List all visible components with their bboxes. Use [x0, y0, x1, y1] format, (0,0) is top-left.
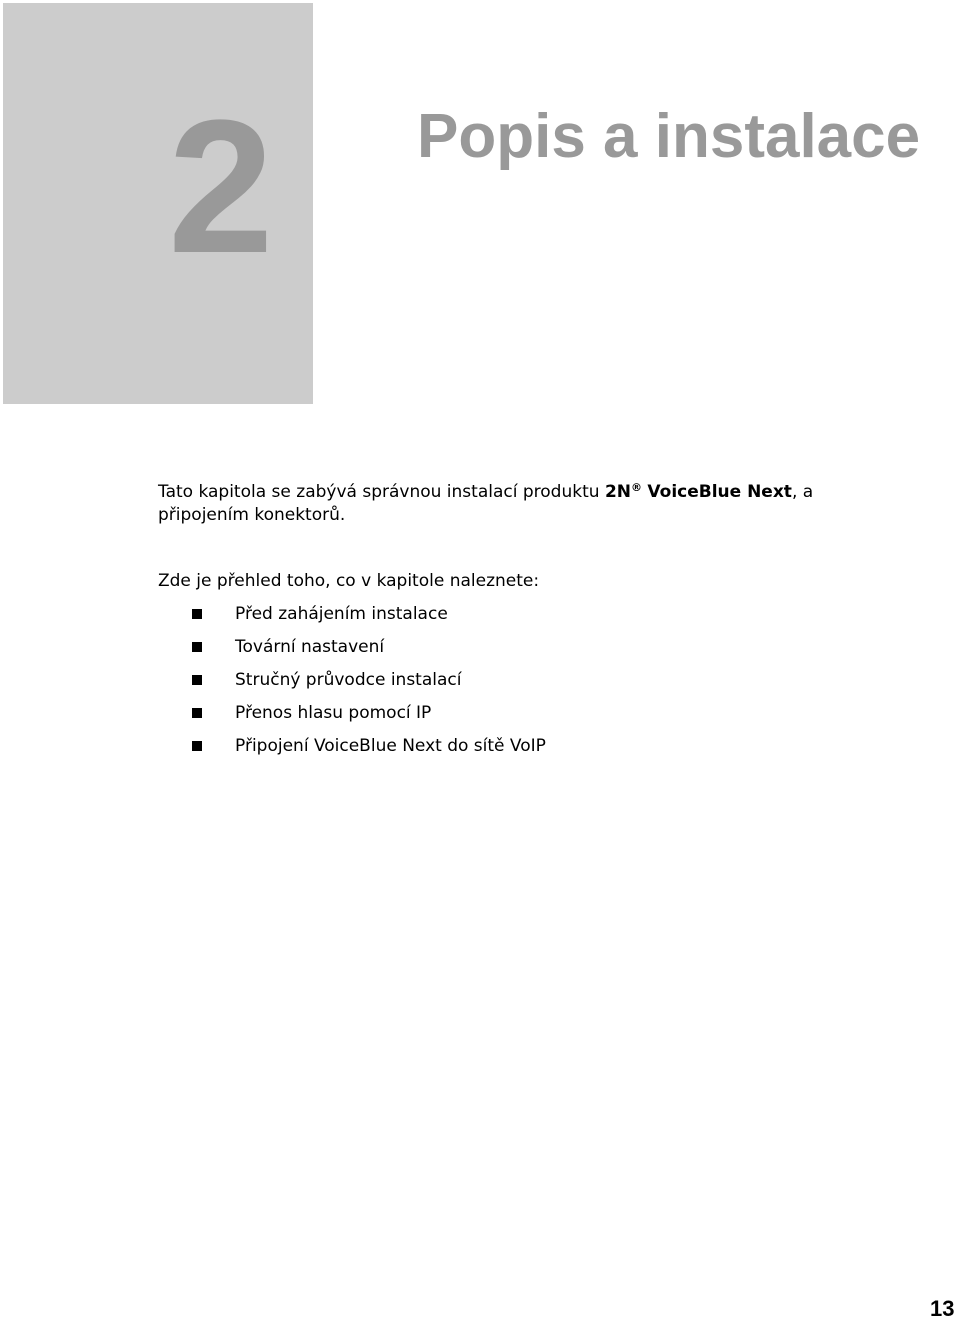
square-bullet-icon [192, 642, 202, 652]
chapter-number: 2 [168, 81, 270, 293]
list-item-label: Před zahájením instalace [235, 604, 448, 624]
list-item-label: Připojení VoiceBlue Next do sítě VoIP [235, 736, 546, 756]
chapter-title: Popis a instalace [417, 102, 921, 171]
list-item [192, 669, 546, 702]
registered-mark: ® [631, 481, 642, 494]
list-item [192, 636, 546, 669]
list-item-label: Přenos hlasu pomocí IP [235, 703, 432, 723]
list-item-label: Tovární nastavení [235, 637, 385, 657]
overview-lead: Zde je přehled toho, co v kapitole naleznete: [158, 571, 540, 591]
list-item [192, 603, 546, 636]
list-item-label: Stručný průvodce instalací [235, 670, 462, 690]
intro-text-after: , a připojením konektorů. [158, 482, 814, 525]
product-name: VoiceBlue Next [647, 482, 792, 502]
square-bullet-icon [192, 708, 202, 718]
intro-text-before: Tato kapitola se zabývá správnou instalací produktu [158, 482, 605, 502]
page-number: 13 [930, 1296, 955, 1321]
square-bullet-icon [192, 741, 202, 751]
list-item [192, 735, 546, 768]
square-bullet-icon [192, 675, 202, 685]
brand-name: 2N [604, 482, 631, 502]
list-item [192, 702, 546, 735]
intro-paragraph [158, 481, 898, 527]
square-bullet-icon [192, 609, 202, 619]
chapter-contents-list [192, 603, 546, 768]
